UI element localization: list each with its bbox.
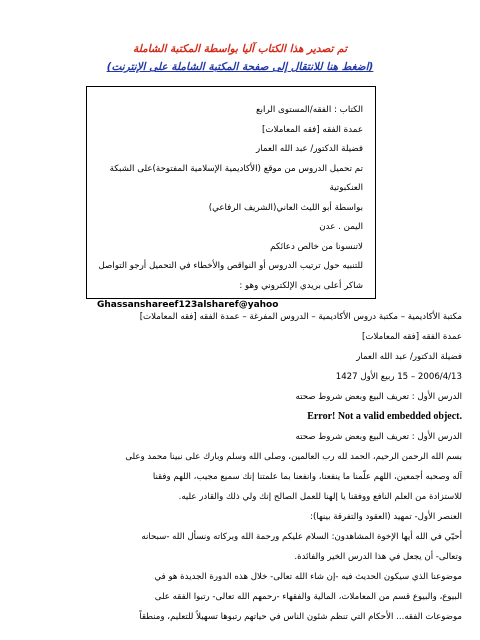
lesson-title: الدرس الأول : تعريف البيع وبعض شروط صحته (295, 432, 462, 442)
box-line: لاتنسونا من خالص دعائكم (270, 241, 363, 252)
author-line: فضيلة الدكتور/ عبد الله العمار (356, 352, 462, 362)
paragraph-line: بسم الله الرحمن الرحيم، الحمد لله رب العالمين، وصلى الله وسلم وبارك على نبينا محمد وعلى (125, 452, 462, 462)
library-link-line[interactable] (0, 60, 480, 74)
email-address: Ghassanshareef123alsharef@yahoo (97, 300, 279, 310)
box-line: بواسطة أبو الليث العاني(الشريف الرفاعي) (208, 202, 363, 213)
paragraph-line: وتعالى- أن يجعل في هذا الدرس الخير والفائدة. (294, 552, 462, 562)
embedded-object-error: Error! Not a valid embedded object. (307, 411, 462, 422)
paragraph-line: البيوع، والبيوع قسم من المعاملات، المالية والفقهاء -رحمهم الله تعالى- رتبوا الفقه على (154, 592, 462, 602)
box-line: عمدة الفقه [فقه المعاملات] (261, 124, 363, 135)
paragraph-line: موضوعنا الذي سيكون الحديث فيه -إن شاء الله تعالى- خلال هذه الدورة الجديدة هو في (154, 572, 462, 582)
breadcrumb: مكتبة الأكاديمية – مكتبة دروس الأكاديمية – الدروس المفرغة – عمدة الفقه [فقه المعاملات] (139, 312, 462, 322)
box-line: للتنبيه حول ترتيب الدروس أو النواقص والأخطاء في التحميل أرجو التواصل (98, 261, 363, 271)
box-line: العنكبوتية (329, 183, 363, 193)
paragraph-line: للاستزادة من العلم النافع ووفقنا يا إلهنا للعمل الصالح إنك ولي ذلك والقادر عليه. (178, 492, 462, 502)
box-line: تم تحميل الدروس من موقع (الأكاديمية الإسلامية المفتوحة)على الشبكة (109, 163, 363, 174)
library-link[interactable]: (اضغط هنا للانتقال إلى صفحة المكتبة الشاملة على الإنترنت) (106, 61, 374, 73)
lesson-title: الدرس الأول : تعريف البيع وبعض شروط صحته (295, 392, 462, 402)
paragraph-line: موضوعات الفقه... الأحكام التي تنظم شئون الناس في حياتهم رتبوها تسهيلاً للتعليم، ومنطقاً (139, 612, 462, 622)
paragraph-line: آله وصحبه أجمعين، اللهم علّمنا ما ينفعنا، وانفعنا بما علمتنا إنك سميع مجيب، اللهم وفقنا (152, 472, 462, 482)
date-line: 2006/4/13 – 15 ربيع الأول 1427 (335, 372, 462, 382)
book-info-box (86, 86, 376, 310)
box-line: اليمن . عدن (319, 222, 363, 232)
export-notice: تم تصدير هذا الكتاب آليا بواسطة المكتبة الشاملة (132, 43, 348, 55)
book-title: عمدة الفقه [فقه المعاملات] (362, 332, 462, 342)
paragraph-line: أحيّي في الله أيها الإخوة المشاهدون: السلام عليكم ورحمة الله وبركاته ونسأل الله -سبحانه (141, 532, 462, 542)
section-heading: العنصر الأول- تمهيد (العقود والتفرقة بينها): (310, 512, 462, 522)
box-line: فضيلة الدكتور/ عبد الله العمار (256, 144, 363, 154)
box-line: شاكر أعلى بريدي الإلكتروني وهو : (239, 280, 363, 291)
document-body (20, 307, 462, 627)
box-line: الكتاب : الفقه/المستوى الرابع (255, 105, 363, 115)
